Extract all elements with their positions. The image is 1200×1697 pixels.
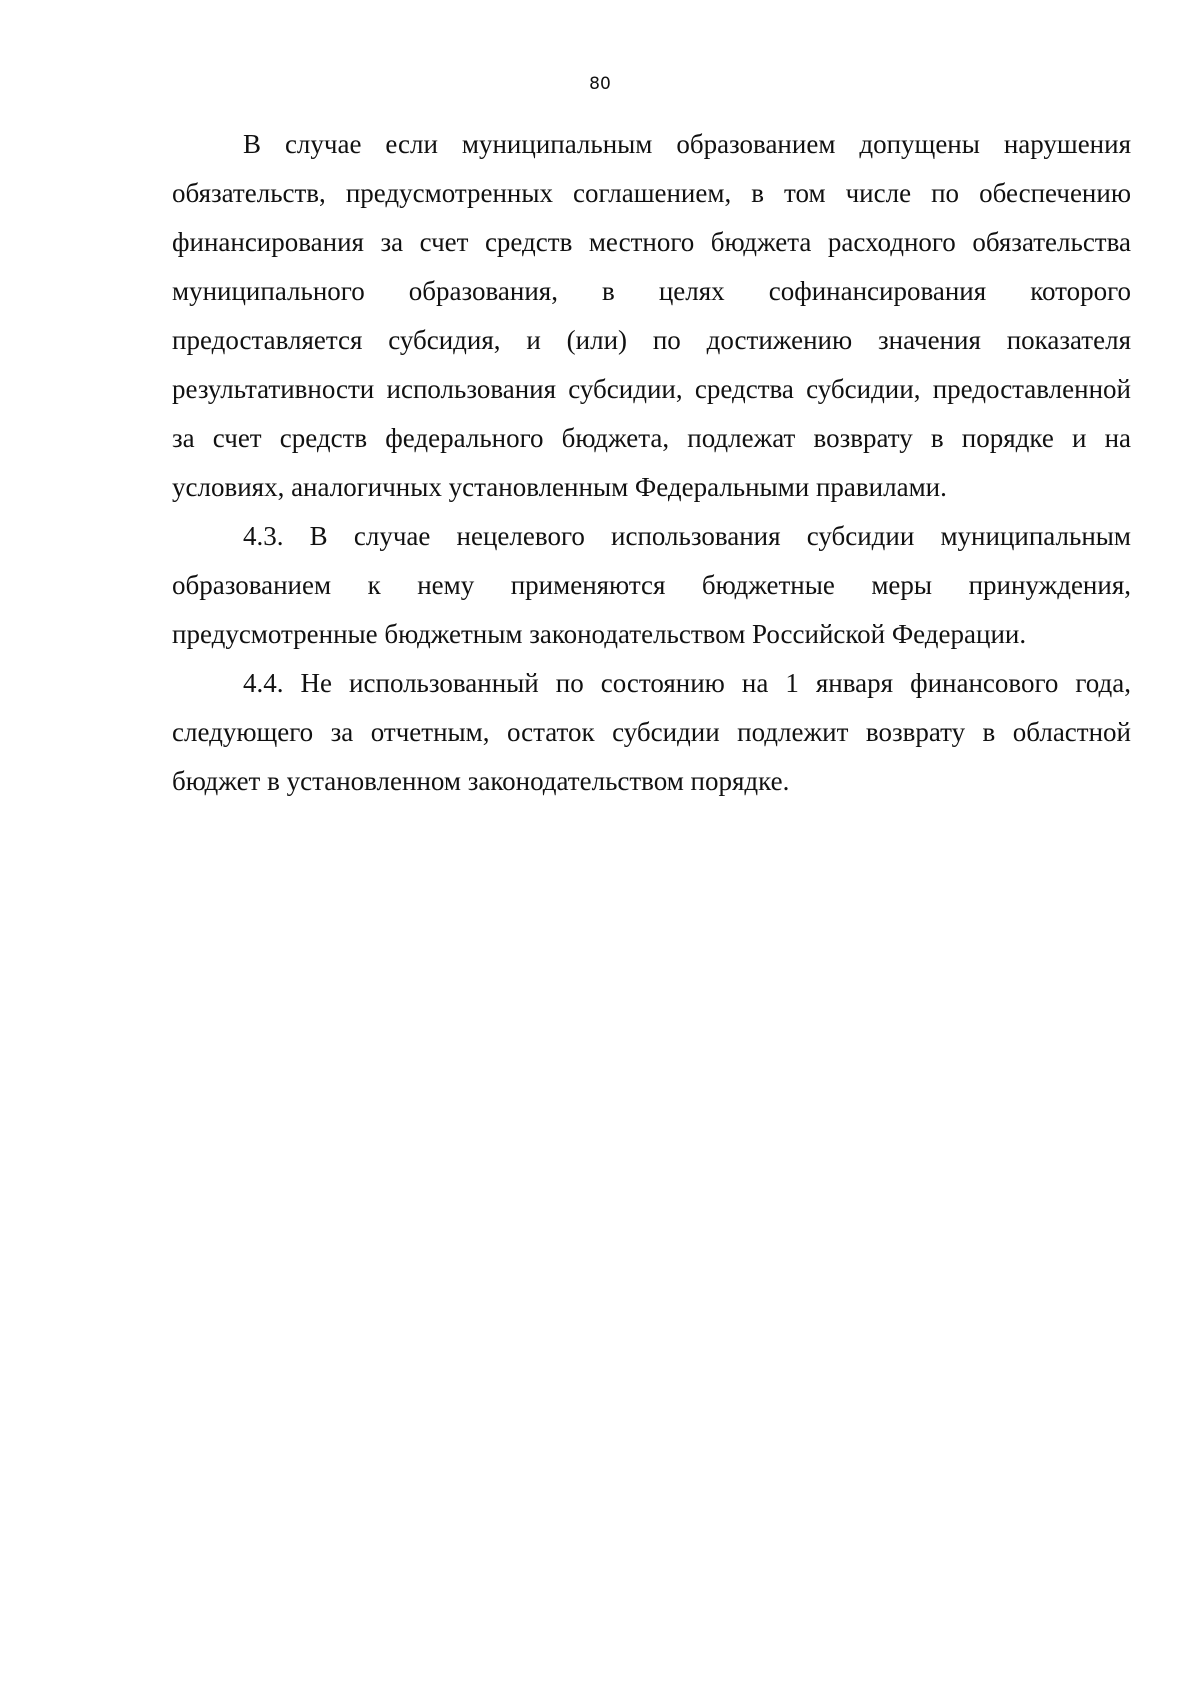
page-number: 80	[589, 74, 611, 94]
document-body	[172, 120, 1131, 806]
paragraph-4-4-unused-balance: 4.4. Не использованный по состоянию на 1 января финансового года, следующего за отчетным, остаток субсидии подлежит возврату в областной бюджет в установленном законодательством порядке.	[172, 668, 1131, 796]
paragraph-4-3-misuse: 4.3. В случае нецелевого использования субсидии муниципальным образованием к нему применяются бюджетные меры принуждения, предусмотренные бюджетным законодательством Российской Федерации.	[172, 521, 1131, 649]
paragraph-violation-return: В случае если муниципальным образованием допущены нарушения обязательств, предусмотренных соглашением, в том числе по обеспечению финансирования за счет средств местного бюджета расходного обязательства муниципального образования, в целях софинансирования которого предоставляется субсидия, и (или) по достижению значения показателя результативности использования субсидии, средства субсидии, предоставленной за счет средств федерального бюджета, подлежат возврату в порядке и на условиях, аналогичных установленным Федеральными правилами.	[172, 129, 1131, 502]
